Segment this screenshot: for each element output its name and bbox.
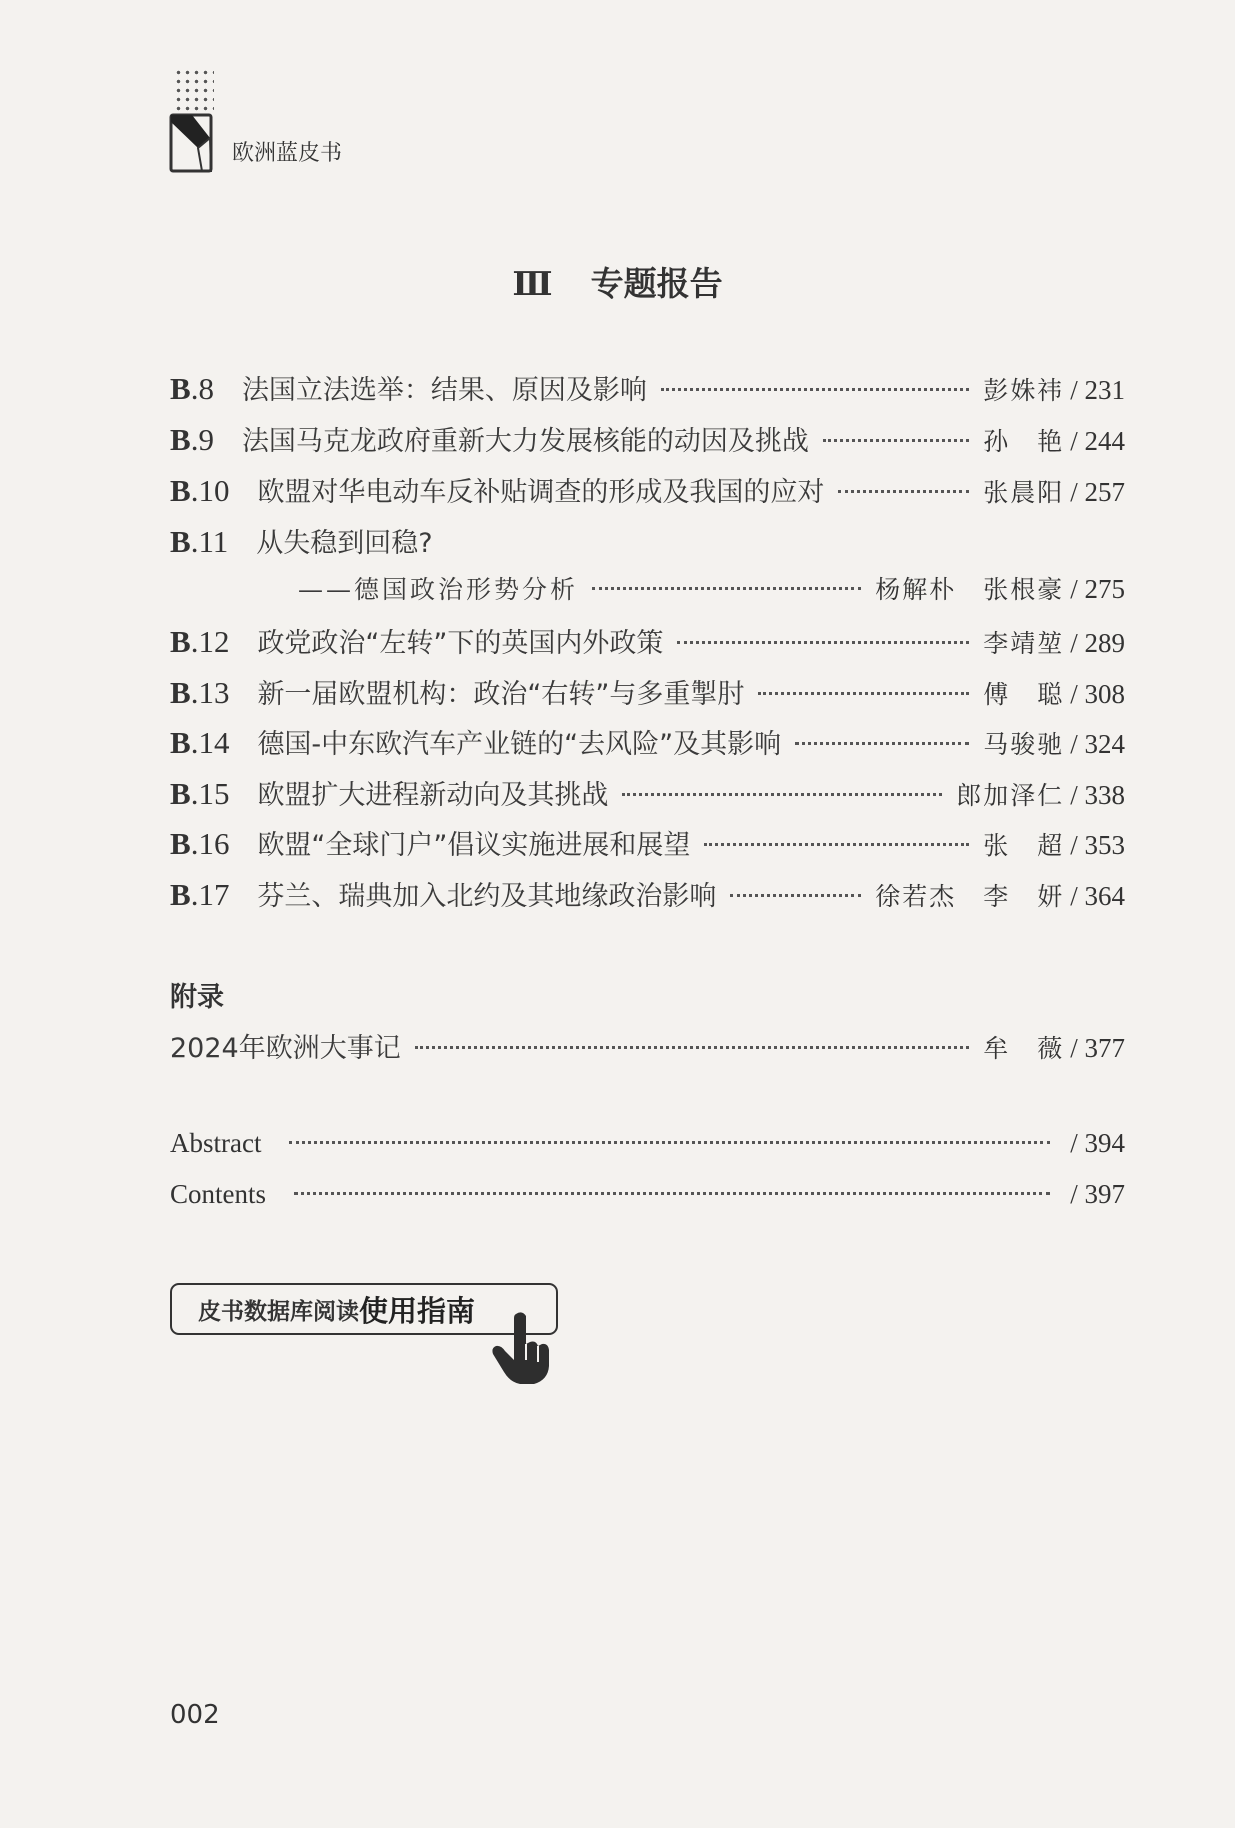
entry-code: B.11 <box>170 524 229 559</box>
entry-code: B.14 <box>170 725 230 760</box>
entry-code: B.16 <box>170 826 230 861</box>
dot-leader <box>592 587 861 590</box>
entry-page: / 338 <box>1070 780 1125 810</box>
pointing-hand-icon <box>490 1310 552 1386</box>
entry-title: 欧盟“全球门户”倡议实施进展和展望 <box>257 830 691 861</box>
entry-page: / 397 <box>1070 1179 1125 1209</box>
dot-leader <box>730 894 861 897</box>
toc-entry-appendix[interactable] <box>170 1026 1125 1065</box>
dot-leader <box>823 439 969 442</box>
entry-author: 张晨阳 <box>983 478 1065 507</box>
entry-title: Contents <box>170 1179 267 1209</box>
entry-author: 徐若杰 李 妍 <box>875 882 1065 911</box>
entry-page: / 231 <box>1070 375 1125 405</box>
page-number: 002 <box>170 1700 220 1730</box>
entry-page: / 364 <box>1070 881 1125 911</box>
entry-page: / 257 <box>1070 477 1125 507</box>
toc-entry-b11[interactable] <box>170 521 1125 560</box>
dot-leader <box>838 490 969 493</box>
toc-entry-abstract[interactable] <box>170 1128 1125 1159</box>
entry-author: 马骏驰 <box>983 730 1065 759</box>
entry-author: 张 超 <box>983 831 1065 860</box>
guide-big-label: 使用指南 <box>359 1293 476 1328</box>
dot-leader <box>704 843 969 846</box>
toc-entry-b12[interactable] <box>170 621 1125 660</box>
entry-title: Abstract <box>170 1128 262 1158</box>
entry-author: 傅 聪 <box>983 680 1065 709</box>
guide-small-label: 皮书数据库阅读 <box>198 1297 359 1325</box>
toc-entry-b8[interactable] <box>170 368 1125 407</box>
entry-page: / 353 <box>1070 830 1125 860</box>
entry-title: 法国立法选举：结果、原因及影响 <box>241 375 647 406</box>
toc-entry-b13[interactable] <box>170 672 1125 711</box>
entry-code: B.17 <box>170 877 230 912</box>
toc-entry-b15[interactable] <box>170 773 1125 812</box>
entry-code: B.10 <box>170 473 230 508</box>
entry-page: / 275 <box>1070 574 1125 604</box>
entry-title: 政党政治“左转”下的英国内外政策 <box>257 628 664 659</box>
entry-page: / 289 <box>1070 628 1125 658</box>
toc-entry-b11-subtitle[interactable] <box>170 570 1125 606</box>
entry-title: 从失稳到回稳? <box>256 528 433 559</box>
toc-entry-contents[interactable] <box>170 1179 1125 1210</box>
section-title <box>0 258 1235 305</box>
section-number: Ⅲ <box>512 264 553 303</box>
entry-author: 牟 薇 <box>983 1034 1065 1063</box>
dot-leader <box>415 1046 970 1049</box>
toc-entry-b14[interactable] <box>170 722 1125 761</box>
entry-title: 新一届欧盟机构：政治“右转”与多重掣肘 <box>257 679 745 710</box>
dot-leader <box>795 742 969 745</box>
entry-author: 孙 艳 <box>983 427 1065 456</box>
entry-title: 德国-中东欧汽车产业链的“去风险”及其影响 <box>257 729 782 760</box>
entry-code: B.15 <box>170 776 230 811</box>
entry-page: / 244 <box>1070 426 1125 456</box>
entry-code: B.12 <box>170 624 230 659</box>
entry-author: 杨解朴 张根豪 <box>875 575 1065 604</box>
entry-author: 彭姝祎 <box>983 376 1065 405</box>
dot-grid-icon <box>174 68 214 112</box>
entry-title: 芬兰、瑞典加入北约及其地缘政治影响 <box>257 881 717 912</box>
entry-author: 郎加泽仁 <box>956 781 1065 810</box>
entry-title: 法国马克龙政府重新大力发展核能的动因及挑战 <box>241 426 809 457</box>
entry-code: B.8 <box>170 371 214 406</box>
dot-leader <box>661 388 969 391</box>
toc-entry-b10[interactable] <box>170 470 1125 509</box>
entry-code: B.13 <box>170 675 230 710</box>
entry-page: / 308 <box>1070 679 1125 709</box>
entry-page: / 394 <box>1070 1128 1125 1158</box>
entry-title: 2024年欧洲大事记 <box>170 1033 401 1064</box>
entry-title: 欧盟对华电动车反补贴调查的形成及我国的应对 <box>257 477 825 508</box>
toc-entry-b17[interactable] <box>170 874 1125 913</box>
entry-title: 欧盟扩大进程新动向及其挑战 <box>257 780 609 811</box>
entry-page: / 377 <box>1070 1033 1125 1063</box>
entry-code: B.9 <box>170 422 214 457</box>
entry-page: / 324 <box>1070 729 1125 759</box>
appendix-heading: 附录 <box>170 982 224 1013</box>
book-corner-icon <box>168 112 214 174</box>
section-heading: 专题报告 <box>590 264 723 303</box>
dot-leader <box>289 1141 1050 1144</box>
dot-leader <box>294 1192 1050 1195</box>
toc-entry-b9[interactable] <box>170 419 1125 458</box>
dot-leader <box>622 793 942 796</box>
entry-author: 李靖堃 <box>983 629 1065 658</box>
series-title: 欧洲蓝皮书 <box>232 141 343 166</box>
dot-leader <box>677 641 969 644</box>
entry-subtitle: ——德国政治形势分析 <box>298 575 579 604</box>
toc-entry-b16[interactable] <box>170 823 1125 862</box>
dot-leader <box>758 692 969 695</box>
